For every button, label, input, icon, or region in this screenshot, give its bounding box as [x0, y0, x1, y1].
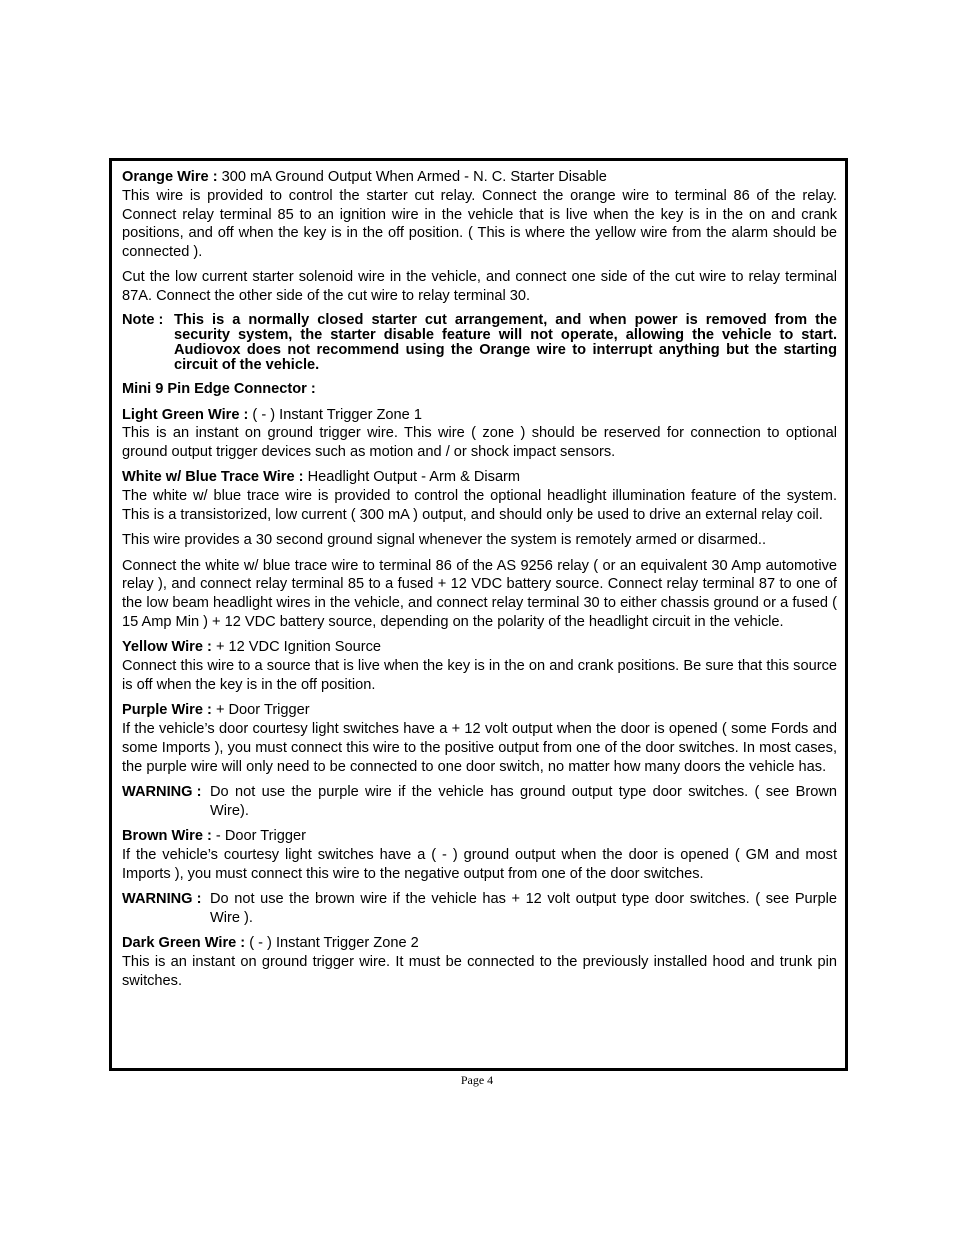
dark-green-wire-heading	[122, 934, 837, 953]
document-body	[122, 168, 837, 997]
note-label: Note :	[122, 311, 164, 328]
yellow-wire-heading	[122, 638, 837, 657]
white-blue-wire-heading	[122, 468, 837, 487]
yellow-wire-desc: + 12 VDC Ignition Source	[211, 639, 382, 656]
page-number: Page 4	[460, 1073, 494, 1087]
yellow-wire-paragraph: Connect this wire to a source that is live when the key is in the on and crank positions. Be sure that this source is off when the key is in the off position.	[122, 658, 837, 693]
white-blue-wire-label: White w/ Blue Trace Wire :	[122, 469, 304, 486]
purple-wire-label: Purple Wire :	[122, 702, 212, 719]
note-text: This is a normally closed starter cut arrangement, and when power is removed from the security system, the starter disable feature will not operate, allowing the vehicle to start. Audiovox does not recommend using the Orange wire to interrupt anything but the starting circuit of the vehicle.	[174, 311, 837, 374]
dark-green-wire-desc: ( - ) Instant Trigger Zone 2	[245, 934, 419, 951]
brown-wire-heading	[122, 827, 837, 846]
note-block	[122, 313, 837, 374]
yellow-wire-label: Yellow Wire :	[122, 639, 212, 656]
brown-wire-label: Brown Wire :	[122, 828, 212, 844]
purple-wire-desc: + Door Trigger	[211, 702, 310, 719]
white-blue-wire-paragraph-3: Connect the white w/ blue trace wire to terminal 86 of the AS 9256 relay ( or an equivalent 30 Amp automotive relay ), and connect relay terminal 85 to a fused + 12 VDC battery source. Connect relay terminal 87 to one of the low beam headlight wires in the vehicle, and connect relay terminal 30 to either chassis ground or a fused ( 15 Amp Min ) + 12 VDC battery source, depending on the polarity of the headlight circuit in the vehicle.	[122, 557, 837, 631]
orange-wire-heading	[122, 168, 837, 187]
orange-wire-label: Orange Wire :	[122, 169, 218, 185]
warning-brown-label: WARNING :	[122, 890, 202, 907]
warning-brown-text: Do not use the brown wire if the vehicle has + 12 volt output type door switches. ( see Purple Wire ).	[210, 890, 837, 926]
brown-wire-desc: - Door Trigger	[211, 828, 306, 844]
orange-wire-paragraph-2: Cut the low current starter solenoid wire in the vehicle, and connect one side of the cut wire to relay terminal 87A. Connect the other side of the cut wire to relay terminal 30.	[122, 269, 837, 305]
warning-purple-label: WARNING :	[122, 783, 202, 800]
purple-wire-paragraph: If the vehicle’s door courtesy light switches have a + 12 volt output when the door is opened ( some Fords and some Imports ), you must connect this wire to the positive output from one of the door switches. In most cases, the purple wire will only need to be connected to one door switch, no matter how many doors the vehicle has.	[122, 721, 837, 775]
light-green-wire-paragraph: This is an instant on ground trigger wire. This wire ( zone ) should be reserved for connection to optional ground output trigger devices such as motion and / or shock impact sensors.	[122, 425, 837, 461]
white-blue-wire-paragraph-1: The white w/ blue trace wire is provided to control the optional headlight illumination feature of the system. This is a transistorized, low current ( 300 mA ) output, and should only be used to drive an external relay coil.	[122, 488, 837, 524]
warning-brown	[122, 890, 837, 928]
content-frame	[109, 158, 848, 1071]
light-green-wire-label: Light Green Wire :	[122, 406, 249, 423]
dark-green-wire-paragraph: This is an instant on ground trigger wire. It must be connected to the previously installed hood and trunk pin switches.	[122, 953, 837, 989]
brown-wire-paragraph: If the vehicle’s courtesy light switches have a ( - ) ground output when the door is opened ( GM and most Imports ), you must connect this wire to the negative output from one of the door switches.	[122, 846, 837, 882]
orange-wire-paragraph-1: This wire is provided to control the starter cut relay. Connect the orange wire to terminal 86 of the relay. Connect relay terminal 85 to an ignition wire in the vehicle that is live when the key is in the on and crank positions, and off when the key is in the off position. ( This is where the yellow wire from the alarm should be connected ).	[122, 187, 837, 261]
white-blue-wire-paragraph-2: This wire provides a 30 second ground signal whenever the system is remotely armed or disarmed..	[122, 532, 767, 549]
light-green-wire-desc: ( - ) Instant Trigger Zone 1	[248, 406, 422, 423]
white-blue-wire-desc: Headlight Output - Arm & Disarm	[303, 469, 521, 486]
orange-wire-desc: 300 mA Ground Output When Armed - N. C. Starter Disable	[217, 169, 607, 185]
dark-green-wire-label: Dark Green Wire :	[122, 934, 246, 951]
purple-wire-heading	[122, 701, 837, 720]
mini-9-pin-heading: Mini 9 Pin Edge Connector :	[122, 381, 316, 398]
warning-purple-text: Do not use the purple wire if the vehicle has ground output type door switches. ( see Brown Wire).	[210, 783, 837, 819]
warning-purple	[122, 783, 837, 821]
light-green-wire-heading	[122, 406, 837, 425]
